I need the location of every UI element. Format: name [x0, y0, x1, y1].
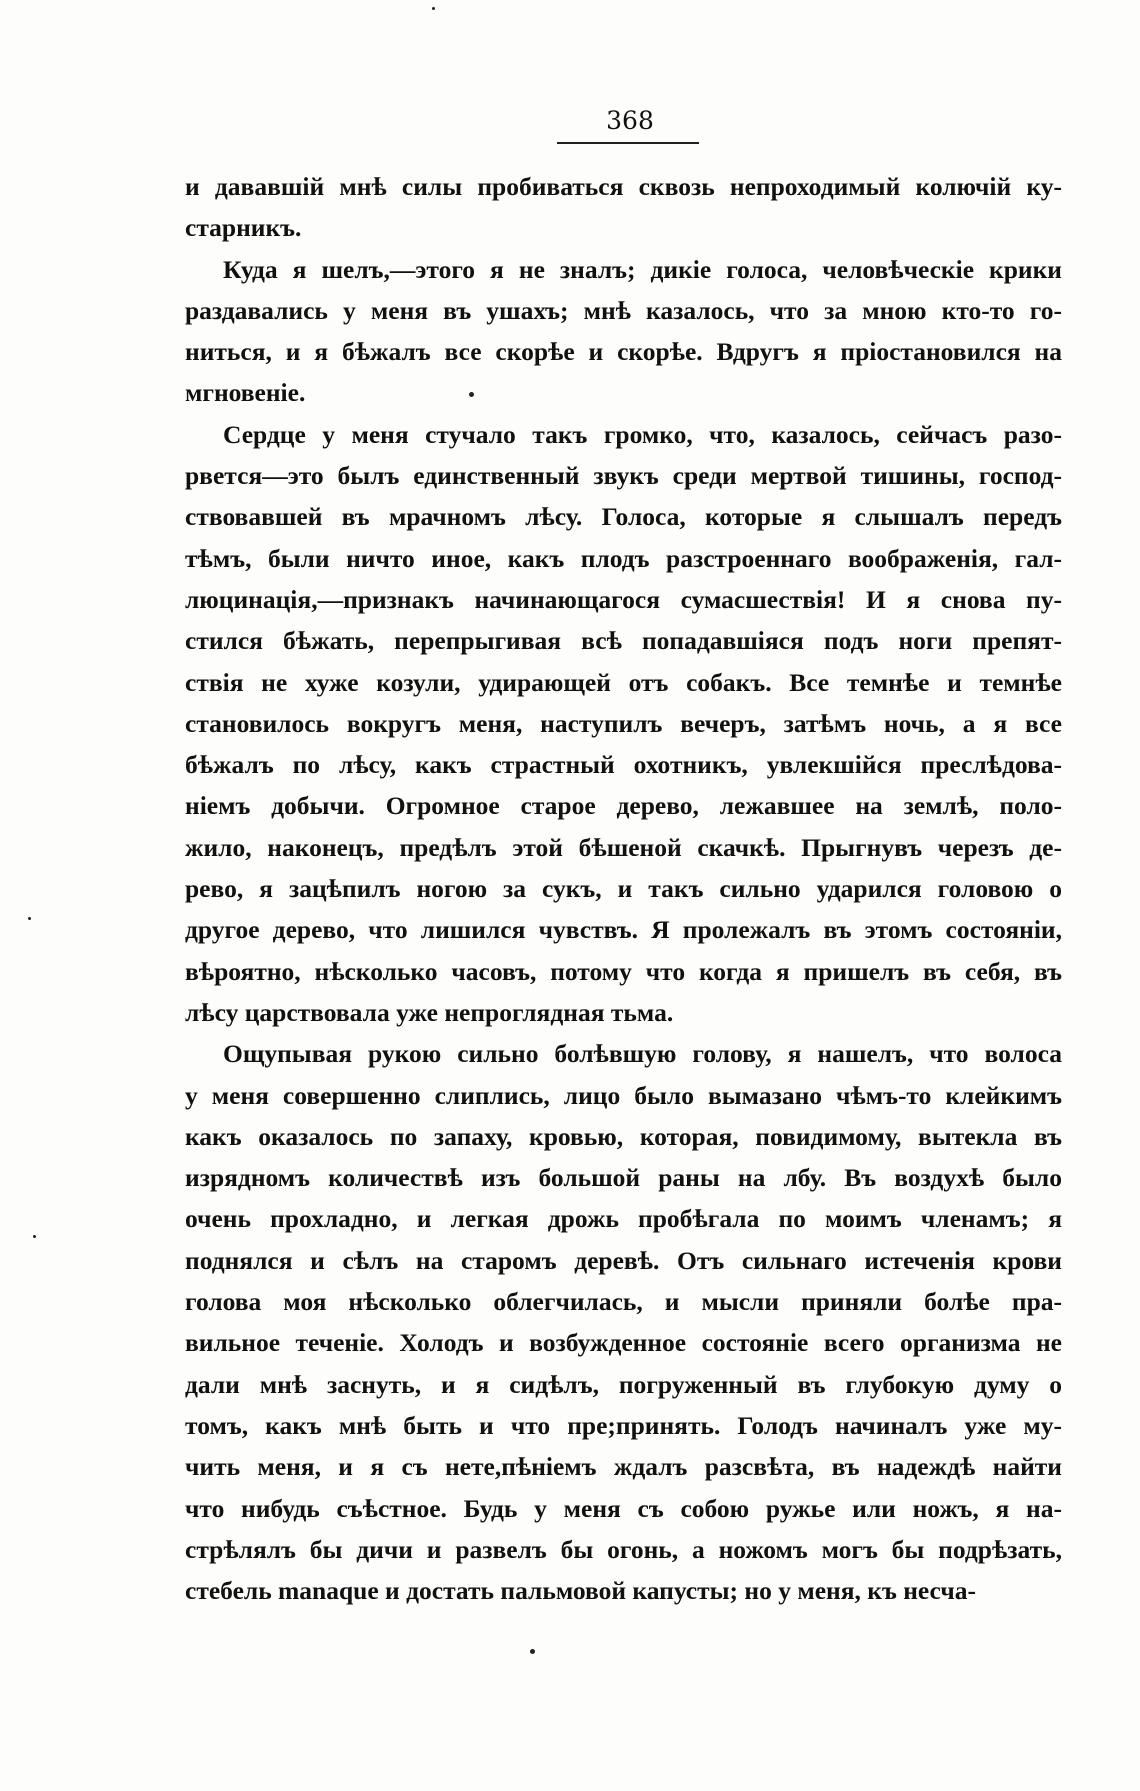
- text-line: становилось вокругъ меня, наступилъ вечеръ, затѣмъ ночь, а я все: [185, 708, 1062, 738]
- text-line: мгновеніе.: [185, 378, 306, 408]
- text-line: и дававшій мнѣ силы пробиваться сквозь непроходимый колючій ку-: [185, 172, 1062, 201]
- text-line: чить меня, и я съ нете,пѣніемъ ждалъ разсвѣта, въ надеждѣ найти: [185, 1452, 1062, 1482]
- text-line: стебель manaque и достать пальмовой капусты; но у меня, къ несча-: [185, 1576, 976, 1606]
- text-line: дали мнѣ заснуть, и я сидѣлъ, погруженный въ глубокую думу о: [185, 1369, 1062, 1399]
- text-line: жило, наконецъ, предѣлъ этой бѣшеной скачкѣ. Прыгнувъ черезъ де-: [185, 832, 1062, 862]
- text-line: Ощупывая рукою сильно болѣвшую голову, я нашелъ, что волоса: [223, 1039, 1062, 1069]
- text-line: другое дерево, что лишился чувствъ. Я пролежалъ въ этомъ состояніи,: [185, 915, 1062, 945]
- text-line: Сердце у меня стучало такъ громко, что, казалось, сейчасъ разо-: [223, 419, 1062, 449]
- text-line: вѣроятно, нѣсколько часовъ, потому что когда я пришелъ въ себя, въ: [185, 956, 1062, 986]
- text-line: бѣжалъ по лѣсу, какъ страстный охотникъ, увлекшійся преслѣдова-: [185, 750, 1062, 780]
- print-speck: [469, 392, 474, 397]
- text-line: стрѣлялъ бы дичи и развелъ бы огонь, а ножомъ могъ бы подрѣзать,: [185, 1534, 1062, 1564]
- print-speck: [33, 1235, 36, 1238]
- paragraph: [185, 414, 1062, 1033]
- text-line: стился бѣжать, перепрыгивая всѣ попадавшіяся подъ ноги препят-: [185, 626, 1062, 656]
- text-line: томъ, какъ мнѣ быть и что пре;принять. Голодъ начиналъ уже му-: [185, 1410, 1062, 1440]
- text-line: люцинація,—признакъ начинающагося сумасшествія! И я снова пу-: [185, 584, 1062, 614]
- print-speck: [432, 7, 435, 10]
- text-line: очень прохладно, и легкая дрожь пробѣгала по моимъ членамъ; я: [185, 1204, 1062, 1234]
- page-number-rule: [557, 142, 699, 144]
- text-line: вильное теченіе. Холодъ и возбужденное состояніе всего организма не: [185, 1328, 1062, 1358]
- text-line: у меня совершенно слиплись, лицо было вымазано чѣмъ-то клейкимъ: [185, 1080, 1062, 1110]
- print-speck: [28, 917, 31, 920]
- body-text: [185, 166, 1062, 1611]
- text-line: ствія не хуже козули, удирающей отъ собакъ. Все темнѣе и темнѣе: [185, 667, 1062, 697]
- text-line: что нибудь съѣстное. Будь у меня съ собою ружье или ножъ, я на-: [185, 1493, 1062, 1523]
- text-line: голова моя нѣсколько облегчилась, и мысли приняли болѣе пра-: [185, 1287, 1062, 1317]
- paragraph: [185, 166, 1062, 249]
- text-line: Куда я шелъ,—этого я не зналъ; дикіе голоса, человѣческіе крики: [223, 254, 1062, 284]
- text-line: ніемъ добычи. Огромное старое дерево, лежавшее на землѣ, поло-: [185, 791, 1062, 821]
- text-line: раздавались у меня въ ушахъ; мнѣ казалось, что за мною кто-то го-: [185, 295, 1062, 325]
- print-speck: [530, 1649, 535, 1654]
- text-line: тѣмъ, были ничто иное, какъ плодъ разстроеннаго воображенія, гал-: [185, 543, 1062, 573]
- text-line: старникъ.: [185, 213, 302, 243]
- text-line: поднялся и сѣлъ на старомъ деревѣ. Отъ сильнаго истеченія крови: [185, 1245, 1062, 1275]
- text-line: рево, я зацѣпилъ ногою за сукъ, и такъ сильно ударился головою о: [185, 874, 1062, 904]
- text-line: ниться, и я бѣжалъ все скорѣе и скорѣе. Вдругъ я пріостановился на: [185, 337, 1062, 367]
- text-line: изрядномъ количествѣ изъ большой раны на лбу. Въ воздухѣ было: [185, 1163, 1062, 1193]
- text-line: рвется—это былъ единственный звукъ среди мертвой тишины, господ-: [185, 461, 1062, 491]
- page-number: 368: [606, 106, 654, 135]
- text-line: лѣсу царствовала уже непроглядная тьма.: [185, 997, 674, 1027]
- paragraph: [185, 249, 1062, 414]
- text-line: какъ оказалось по запаху, кровью, которая, повидимому, вытекла въ: [185, 1121, 1062, 1151]
- text-line: ствовавшей въ мрачномъ лѣсу. Голоса, которые я слышалъ передъ: [185, 502, 1062, 532]
- paragraph: [185, 1033, 1062, 1611]
